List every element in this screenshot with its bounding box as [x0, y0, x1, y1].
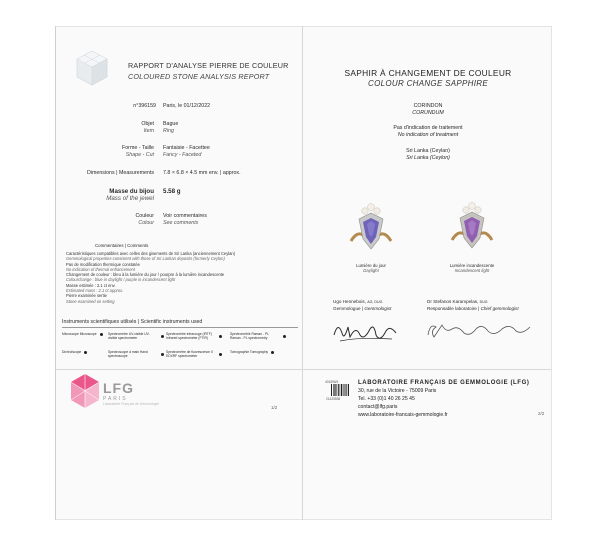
comment-en: No indication of thermal enhancement	[66, 266, 135, 272]
comment-en: Gemmological properties consistent with those of Sri Lankan deposits (formerly Ceylon)	[66, 256, 225, 262]
barcode-icon	[331, 384, 349, 396]
caption-en: Daylight	[363, 268, 379, 274]
report-place-date: Paris, le 01/12/2022	[163, 103, 211, 109]
instrument-label: Spectromètre de fluorescence X EDXRF spectrometer	[166, 350, 214, 358]
instrument-item	[230, 350, 286, 354]
lfg-logo-icon	[68, 372, 102, 410]
signatory-1	[333, 299, 391, 312]
signatory-role-en: Gemmologist	[364, 305, 392, 311]
treatment-en: No indication of treatment	[397, 132, 459, 138]
field-value: Voir commentaires	[163, 213, 207, 219]
field-label-en: Shape - Cut	[125, 152, 154, 158]
instrument-label: Tomographie Tomography	[230, 350, 269, 354]
photo-caption-incandescent	[432, 263, 512, 273]
comment-fr: Pierre examinée sertie	[66, 293, 107, 299]
instrument-item	[108, 350, 164, 358]
instrument-label: Spectromètre UV-visible UV-visible spectrometer	[108, 332, 150, 340]
comment-item	[66, 283, 298, 294]
field-value: 7.8 × 6.8 × 4.5 mm env. | approx.	[163, 170, 241, 176]
instrument-label: Dichroïscope	[62, 350, 82, 354]
comments-heading: Commentaires | Comments	[95, 243, 149, 248]
instrument-item	[108, 332, 164, 340]
photo-caption-daylight	[331, 263, 411, 273]
caption-fr: Lumière incandescente	[449, 263, 495, 268]
signatory-role: Gemmologue |	[333, 305, 364, 311]
signatory-role: Responsable laboratoire |	[427, 305, 480, 311]
check-dot-icon	[283, 335, 286, 338]
field-value-en: Ring	[163, 128, 174, 134]
instrument-item	[166, 350, 222, 358]
lfg-wordmark	[103, 380, 163, 406]
report-title-fr: RAPPORT D'ANALYSE PIERRE DE COULEUR	[128, 61, 289, 70]
species-en: CORUNDUM	[412, 110, 444, 116]
instrument-item	[230, 332, 286, 340]
comment-item	[66, 293, 298, 304]
field-label-en: Item	[143, 128, 154, 134]
check-dot-icon	[219, 353, 222, 356]
cube-logo-icon	[72, 48, 112, 88]
comment-en: Estimated mass : 2.1 ct approx.	[66, 288, 124, 294]
comment-fr: Caractéristiques compatibles avec celles des gisements de Sri Lanka (anciennement Ceylan)	[66, 251, 236, 256]
field-label: Dimensions | Measurements	[86, 170, 154, 176]
field-value: Fantaisie - Facettee	[163, 145, 210, 151]
field-label: Forme - Taille	[122, 145, 154, 151]
signature-hennebois	[330, 315, 402, 347]
lfg-logo-city: PARIS	[103, 396, 128, 402]
check-dot-icon	[161, 353, 164, 356]
lab-address: 30, rue de la Victoire - 75009 Paris	[358, 388, 437, 394]
lfg-logo-subtitle: Laboratoire Français de Gemmologie	[103, 402, 159, 406]
instruments-divider	[62, 327, 298, 328]
treatment-fr: Pas d'indication de traitement	[393, 125, 463, 131]
certificate-title-fr: SAPHIR À CHANGEMENT DE COULEUR	[344, 68, 512, 78]
comment-fr: Changement de couleur : bleu à la lumière du jour / pourpre à la lumière incandescente	[66, 272, 225, 278]
lab-name: LABORATOIRE FRANÇAIS DE GEMMOLOGIE (LFG)	[358, 380, 530, 386]
caption-en: Incandescent light	[454, 268, 490, 274]
instrument-item	[166, 332, 222, 340]
check-dot-icon	[84, 351, 87, 354]
ring-photo-daylight	[349, 201, 393, 255]
origin-fr: Sri Lanka (Ceylan)	[406, 148, 450, 154]
field-label-en: Colour	[138, 220, 154, 226]
signatory-role-en: Chief gemmologist	[480, 305, 519, 311]
comment-item	[66, 251, 298, 262]
field-label: Masse du bijou	[109, 188, 154, 195]
caption-fr: Lumière du jour	[356, 263, 386, 268]
barcode-digits: 21425538	[326, 397, 341, 401]
field-value: 5.58 g	[163, 188, 181, 195]
comment-en: Colourchange : blue in daylight / purple in incandescent light	[66, 277, 176, 283]
comment-item	[66, 272, 298, 283]
comments-list	[66, 251, 298, 304]
signatory-2	[427, 299, 519, 312]
lab-address-block	[358, 379, 529, 419]
field-value-en: See comments	[163, 220, 199, 226]
check-dot-icon	[100, 333, 103, 336]
signatory-name: Dr Stefanos Karampelas,	[427, 299, 479, 304]
lab-email: contact@lfg.paris	[358, 404, 398, 410]
field-value-en: Fancy - Faceted	[163, 152, 202, 158]
lab-phone: Tel. +33 (0)1 40 26 25 45	[358, 396, 415, 402]
signatory-credentials: DUG	[479, 300, 488, 304]
report-title	[128, 61, 289, 81]
field-label: Couleur	[135, 213, 154, 219]
check-dot-icon	[161, 335, 164, 338]
signatory-name: Ugo Hennebois,	[333, 299, 366, 304]
page-number-left: 1/2	[271, 405, 278, 410]
field-label: Objet	[141, 121, 154, 127]
check-dot-icon	[271, 351, 274, 354]
instruments-heading: Instruments scientifiques utilisés | Scientific instruments used	[62, 319, 203, 325]
lab-website: www.laboratoire-francais-gemmologie.fr	[358, 412, 448, 418]
comment-item	[66, 262, 298, 273]
comment-en: Stone examined on setting	[66, 298, 115, 304]
field-value: Bague	[163, 121, 179, 127]
report-title-en: COLOURED STONE ANALYSIS REPORT	[128, 72, 270, 81]
certificate-title-en: COLOUR CHANGE SAPPHIRE	[368, 79, 488, 88]
report-number: n°396159	[133, 103, 156, 109]
instrument-label: Spectromètre infrarouge (IRTF) Infrared spectrometer (FTIR)	[166, 332, 212, 340]
signatory-credentials: AG, DUG	[367, 300, 383, 304]
comment-fr: Pas de modification thermique constatée	[66, 261, 140, 267]
page-number-right: 2/2	[538, 411, 545, 416]
origin-en: Sri Lanka (Ceylon)	[406, 155, 450, 161]
signature-karampelas	[424, 317, 534, 343]
sheet-edge	[55, 26, 56, 520]
instrument-label: Microscope Microscope	[62, 332, 97, 336]
page-fold	[302, 26, 303, 520]
species-fr: CORINDON	[413, 103, 443, 109]
instrument-label: Spectrométrie Raman - PL Raman - PL spectrometry	[230, 332, 269, 340]
barcode-number: 401596/3	[325, 380, 339, 384]
field-label-en: Mass of the jewel	[106, 195, 154, 202]
footer-divider	[56, 369, 551, 370]
check-dot-icon	[219, 335, 222, 338]
instrument-label: Spectroscope à main Hand spectroscope	[108, 350, 148, 358]
ring-photo-incandescent	[450, 200, 494, 254]
lfg-logo-text: LFG	[103, 380, 134, 396]
comment-fr: Masse estimée : 2.1 ct env.	[66, 282, 116, 288]
